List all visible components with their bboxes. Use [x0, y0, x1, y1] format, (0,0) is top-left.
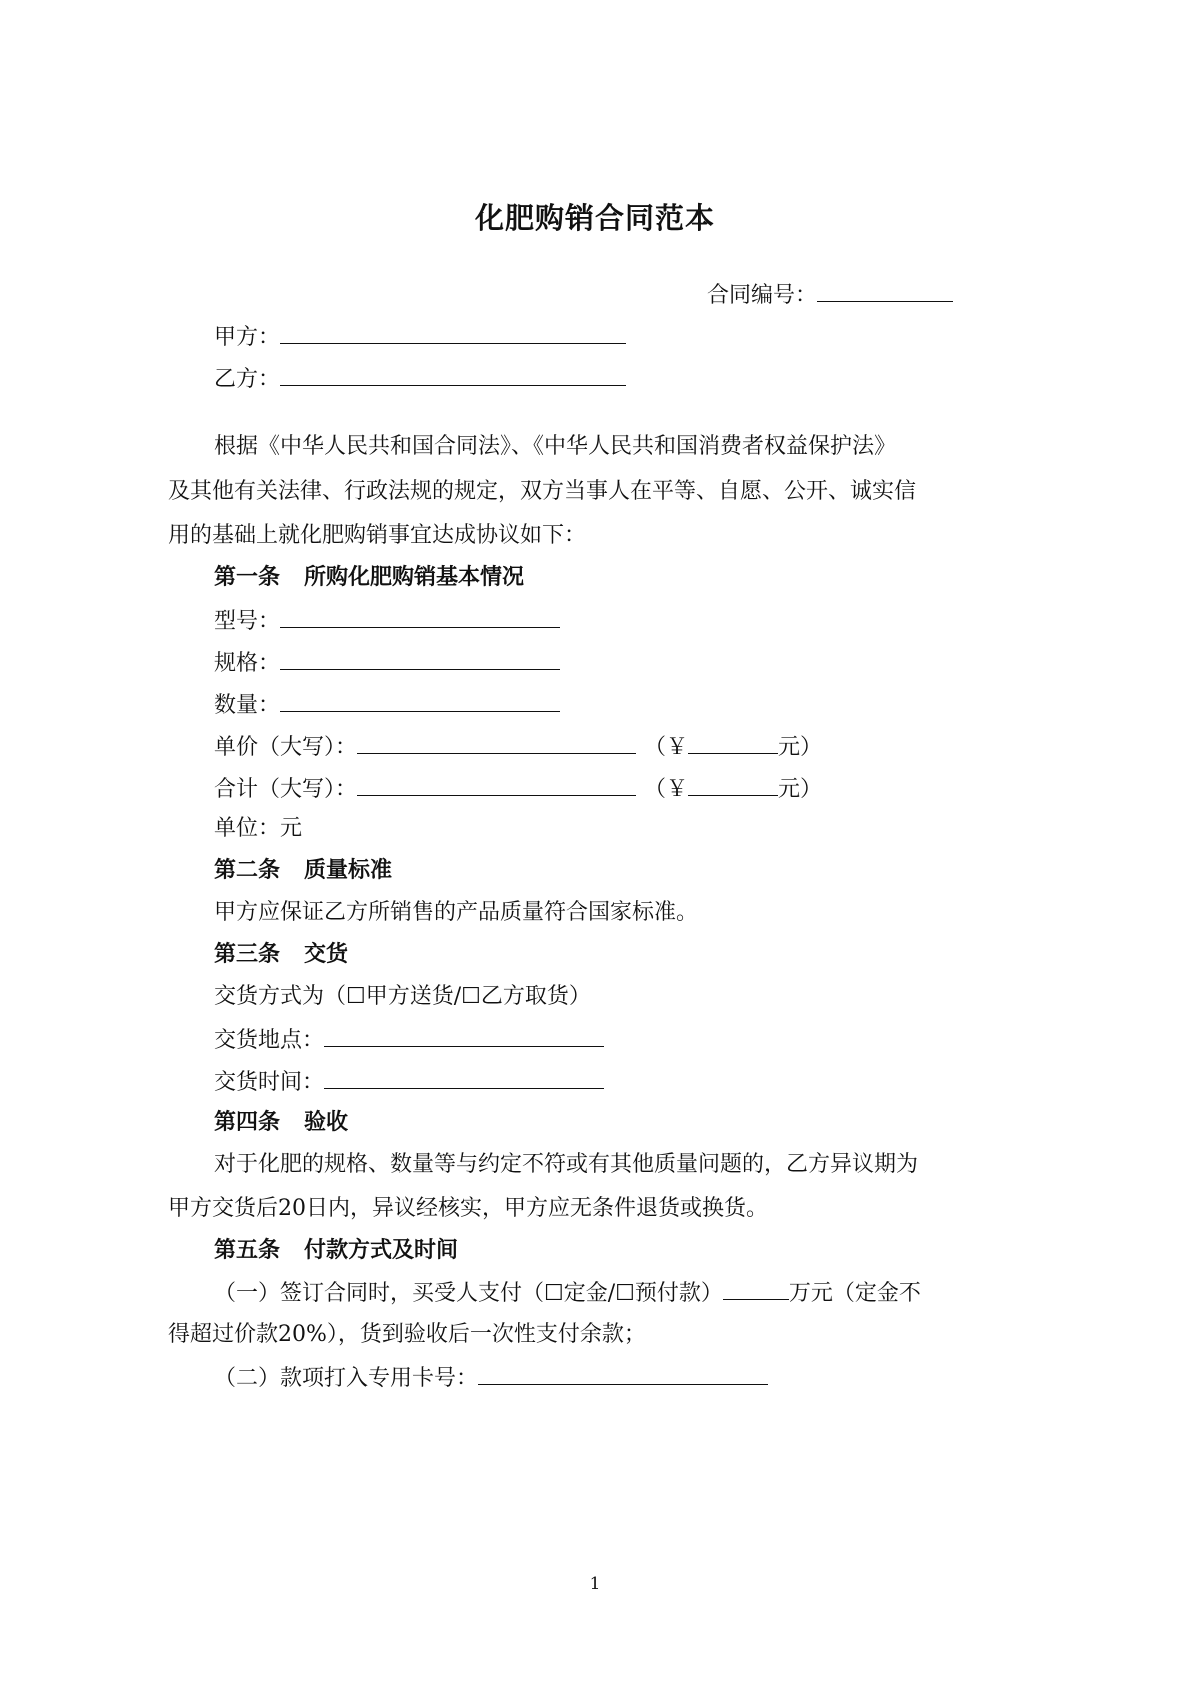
article-2-number: 第二条 [214, 858, 281, 883]
unit-price-label: 单价（大写）： [214, 735, 358, 760]
article-2-heading [214, 856, 392, 886]
article-5-title: 付款方式及时间 [304, 1238, 459, 1263]
article-4-number: 第四条 [214, 1110, 281, 1135]
account-number-label: （二）款项打入专用卡号： [214, 1366, 479, 1391]
unit-price-row [214, 731, 822, 763]
payment-clause-1-prefix: （一）签订合同时，买受人支付（☐定金/☐预付款） [214, 1281, 723, 1306]
total-label: 合计（大写）： [214, 777, 358, 802]
page-number: 1 [589, 1574, 601, 1594]
preamble-line-2: 及其他有关法律、行政法规的规定，双方当事人在平等、自愿、公开、诚实信 [168, 479, 917, 504]
unit-line: 单位：元 [214, 816, 303, 841]
model-blank [280, 605, 560, 628]
unit-price-amount-close: 元） [778, 735, 823, 760]
payment-clause-1 [214, 1277, 921, 1309]
payment-clause-2 [214, 1362, 768, 1394]
preamble-line-1: 根据《中华人民共和国合同法》、《中华人民共和国消费者权益保护法》 [214, 434, 897, 459]
contract-number-blank [817, 279, 953, 302]
quantity-label: 数量： [214, 693, 281, 718]
delivery-method: 交货方式为（☐甲方送货/☐乙方取货） [214, 984, 591, 1009]
model-label: 型号： [214, 609, 281, 634]
article-1-heading [214, 563, 524, 593]
quantity-row [214, 689, 560, 721]
unit-price-amount-blank [688, 731, 778, 754]
model-row [214, 605, 560, 637]
account-number-blank [478, 1362, 768, 1385]
article-3-title: 交货 [304, 942, 349, 967]
party-a-row [214, 321, 626, 353]
article-4-title: 验收 [304, 1110, 349, 1135]
delivery-time-row [214, 1066, 604, 1098]
article-2-title: 质量标准 [304, 858, 393, 883]
total-amount-blank [688, 773, 778, 796]
delivery-time-label: 交货时间： [214, 1070, 325, 1095]
total-amount-open: （￥ [644, 777, 689, 802]
delivery-place-label: 交货地点： [214, 1028, 325, 1053]
article-5-heading [214, 1236, 458, 1266]
total-blank [357, 773, 636, 796]
delivery-time-blank [324, 1066, 604, 1089]
spec-blank [280, 647, 560, 670]
spec-row [214, 647, 560, 679]
delivery-place-blank [324, 1024, 604, 1047]
article-1-number: 第一条 [214, 565, 281, 590]
party-b-row [214, 363, 626, 395]
payment-clause-1-line-2: 得超过价款20%），货到验收后一次性支付余款； [168, 1322, 646, 1347]
article-4-body-line-1: 对于化肥的规格、数量等与约定不符或有其他质量问题的，乙方异议期为 [214, 1152, 919, 1177]
article-3-heading [214, 940, 348, 970]
unit-price-amount-open: （￥ [644, 735, 689, 760]
party-b-blank [280, 363, 626, 386]
total-row [214, 773, 822, 805]
article-2-body: 甲方应保证乙方所销售的产品质量符合国家标准。 [214, 900, 699, 925]
contract-number-row [707, 279, 953, 311]
article-3-number: 第三条 [214, 942, 281, 967]
article-1-title: 所购化肥购销基本情况 [304, 565, 525, 590]
article-4-body-line-2: 甲方交货后20日内，异议经核实，甲方应无条件退货或换货。 [168, 1196, 768, 1221]
preamble-line-3: 用的基础上就化肥购销事宜达成协议如下： [168, 523, 587, 548]
deposit-amount-blank [723, 1277, 789, 1300]
payment-clause-1-suffix: 万元（定金不 [788, 1281, 921, 1306]
delivery-place-row [214, 1024, 604, 1056]
total-amount-close: 元） [778, 777, 823, 802]
document-title: 化肥购销合同范本 [474, 201, 715, 235]
party-b-label: 乙方： [214, 367, 281, 392]
article-4-heading [214, 1108, 348, 1138]
contract-number-label: 合同编号： [707, 283, 818, 308]
quantity-blank [280, 689, 560, 712]
party-a-label: 甲方： [214, 325, 281, 350]
unit-price-blank [357, 731, 636, 754]
article-5-number: 第五条 [214, 1238, 281, 1263]
party-a-blank [280, 321, 626, 344]
spec-label: 规格： [214, 651, 281, 676]
